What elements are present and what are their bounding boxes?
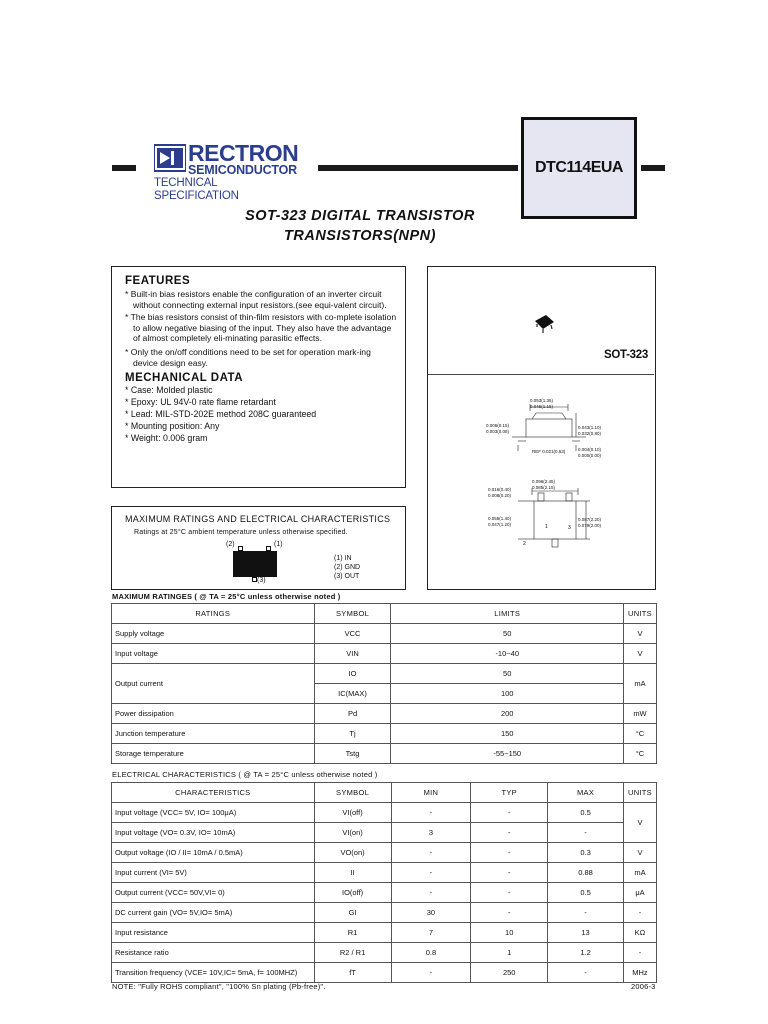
dim-ref: REF 0.021(0.53) [532, 449, 566, 454]
brand-logo [154, 140, 302, 202]
dim-right: 0.043(1.10) 0.032(0.80) [578, 425, 602, 436]
package-box [427, 266, 656, 590]
mechanical-item: * Case: Molded plastic [125, 385, 213, 396]
pin-icon [238, 546, 243, 551]
table-row: Transition frequency (VCE= 10V,IC= 5mA, f= 100MHZ) fT - 250 - MHz [112, 963, 657, 983]
table-row: Output current IO 50 mA [112, 664, 657, 684]
dim-length: 0.087(2.20) 0.079(2.00) [578, 517, 602, 528]
features-list [125, 289, 397, 368]
table-row: Input voltage (VO= 0.3V, IO= 10mA) VI(on) 3 - - [112, 823, 657, 843]
ratings-box [111, 506, 406, 590]
pin-label: 1 [545, 524, 548, 530]
mechanical-item: * Lead: MIL-STD-202E method 208C guaranteed [125, 409, 317, 420]
mechanical-item: * Mounting position: Any [125, 421, 220, 432]
part-number-box [521, 117, 637, 219]
mechanical-list [125, 384, 397, 444]
table-row: Input voltage (VCC= 5V, IO= 100μA) VI(off) - - 0.5 V [112, 803, 657, 823]
pin-label: 2 [523, 541, 526, 547]
table-row: Input current (VI= 5V) II - - 0.88 mA [112, 863, 657, 883]
dim-left: 0.006(0.15) 0.003(0.08) [486, 423, 510, 434]
pin-num-label: (1) [274, 541, 283, 548]
table-row: IC(MAX) 100 [112, 684, 657, 704]
ratings-sub: Ratings at 25°C ambient temperature unless otherwise specified. [134, 529, 348, 536]
rectron-logo-icon [154, 144, 186, 172]
features-heading: FEATURES [125, 275, 191, 287]
table-row: Output current (VCC= 50V,VI= 0) IO(off) - - 0.5 μA [112, 883, 657, 903]
table-row: Supply voltage VCC 50 V [112, 624, 657, 644]
feature-item: * Built-in bias resistors enable the configuration of an inverter circuit without connecting external input resistors.(see equi-valent circuit). [125, 289, 387, 310]
dim-width: 0.096(2.45) 0.085(2.15) [532, 479, 556, 490]
brand-name: RECTRON [188, 140, 299, 166]
table-row: Power dissipation Pd 200 mW [112, 704, 657, 724]
package-label: SOT-323 [604, 349, 648, 361]
footnote: NOTE: "Fully ROHS compliant", "100% Sn plating (Pb-free)". [112, 982, 326, 991]
table-row: Junction temperature Tj 150 °C [112, 724, 657, 744]
features-box [111, 266, 406, 488]
feature-item: * The bias resistors consist of thin-film resistors with co-mplete isolation to allow negative biasing of the input. They also have the advantage of almost completely eli-minating parasitic effects. [125, 312, 397, 344]
table-row: Input resistance R1 7 10 13 KΩ [112, 923, 657, 943]
page-title-line2: TRANSISTORS(NPN) [284, 228, 436, 244]
elec-caption: ELECTRICAL CHARACTERISTICS ( @ TA = 25°C unless otherwise noted ) [112, 770, 378, 779]
page-title-line1: SOT-323 DIGITAL TRANSISTOR [245, 208, 475, 224]
header-rule-mid [318, 165, 518, 171]
feature-item: * Only the on/off conditions need to be set for operation mark-ing device design easy. [125, 346, 371, 368]
table-header-row: RATINGS SYMBOL LIMITS UNITS [112, 604, 657, 624]
part-number: DTC114EUA [535, 159, 623, 176]
pin-num-label: (2) [226, 541, 235, 548]
mechanical-item: * Epoxy: UL 94V-0 rate flame retardant [125, 397, 276, 408]
package-divider [428, 374, 654, 375]
table-row: Input voltage VIN -10~40 V [112, 644, 657, 664]
table-row: Resistance ratio R2 / R1 0.8 1 1.2 - [112, 943, 657, 963]
max-ratings-table [111, 603, 657, 764]
pin-icon [266, 546, 271, 551]
revision: 2006-3 [631, 982, 656, 991]
mechanical-heading: MECHANICAL DATA [125, 372, 244, 385]
max-ratings-caption: MAXIMUM RATINGES ( @ TA = 25°C unless otherwise noted ) [112, 592, 341, 601]
header-rule-right [641, 165, 665, 171]
ratings-heading: MAXIMUM RATINGS AND ELECTRICAL CHARACTERISTICS [125, 514, 391, 524]
pin-num-label: (3) [257, 577, 266, 584]
dim-body: 0.055(1.40) 0.047(1.20) [488, 516, 512, 527]
dim-lead: 0.016(0.40) 0.008(0.20) [488, 487, 512, 498]
dim-standoff: 0.004(0.10) 0.000(0.00) [578, 447, 602, 458]
table-row: Output voltage (IO / II= 10mA / 0.5mA) VO(on) - - 0.3 V [112, 843, 657, 863]
table-header-row: CHARACTERISTICS SYMBOL MIN TYP MAX UNITS [112, 783, 657, 803]
brand-sub: SEMICONDUCTOR [188, 163, 297, 177]
dim-top: 0.053(1.35) 0.045(1.15) [530, 398, 554, 409]
brand-spec: TECHNICAL SPECIFICATION [154, 177, 239, 202]
table-row: Storage temperature Tstg -55~150 °C [112, 744, 657, 764]
header-rule-left [112, 165, 136, 171]
transistor-body-icon [233, 551, 277, 577]
pin-legend: (1) IN (2) GND (3) OUT [334, 555, 361, 580]
mechanical-item: * Weight: 0.006 gram [125, 433, 208, 444]
elec-table [111, 782, 657, 983]
package-photo-icon [532, 311, 556, 335]
table-row: DC current gain (VO= 5V,IO= 5mA) GI 30 - - - [112, 903, 657, 923]
pin-label: 3 [568, 525, 571, 531]
